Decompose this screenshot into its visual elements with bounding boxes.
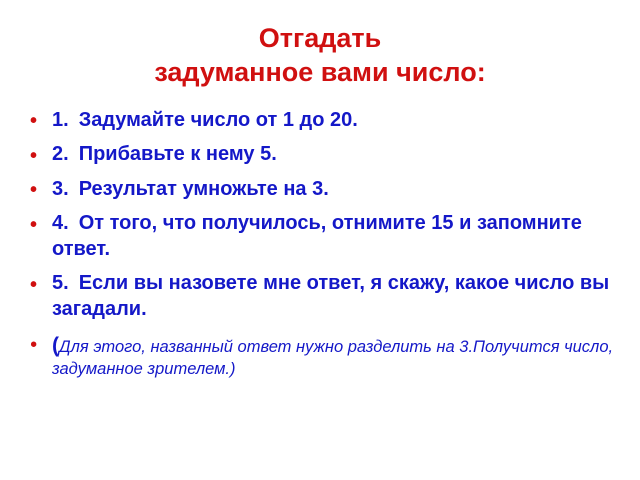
bullet-icon: •	[30, 334, 38, 357]
title-line-2: задуманное вами число:	[154, 56, 486, 87]
list-item	[26, 271, 622, 322]
list-item-number: 4.	[52, 212, 69, 235]
note-text: Для этого, названный ответ нужно разделить на 3.Получится число, задуманное зрителем.)	[52, 337, 614, 378]
list-item-text: Результат умножьте на 3.	[78, 177, 329, 200]
bullet-icon: •	[30, 179, 38, 202]
list-item	[26, 142, 622, 168]
bullet-icon: •	[30, 274, 38, 297]
note-open-paren: (	[52, 333, 59, 357]
list-item	[26, 211, 622, 262]
list-item-number: 2.	[52, 143, 69, 166]
list-item-text: От того, что получилось, отнимите 15 и запомните ответ.	[52, 212, 582, 260]
bullet-icon: •	[30, 110, 38, 133]
list-item	[26, 177, 622, 203]
list-item	[26, 108, 622, 134]
list-item-number: 3.	[52, 177, 69, 200]
list-item-text: Если вы назовете мне ответ, я скажу, какое число вы загадали.	[52, 272, 610, 321]
list-item-text: Задумайте число от 1 до 20.	[78, 108, 358, 131]
bullet-icon: •	[30, 213, 38, 236]
bullet-icon: •	[30, 144, 38, 167]
instruction-list	[0, 90, 640, 381]
list-item-note	[26, 332, 622, 381]
list-item-number: 1.	[52, 108, 69, 131]
list-item-number: 5.	[52, 272, 69, 295]
title-line-1: Отгадать	[258, 23, 382, 53]
slide-title	[0, 0, 640, 90]
list-item-text: Прибавьте к нему 5.	[78, 143, 277, 166]
